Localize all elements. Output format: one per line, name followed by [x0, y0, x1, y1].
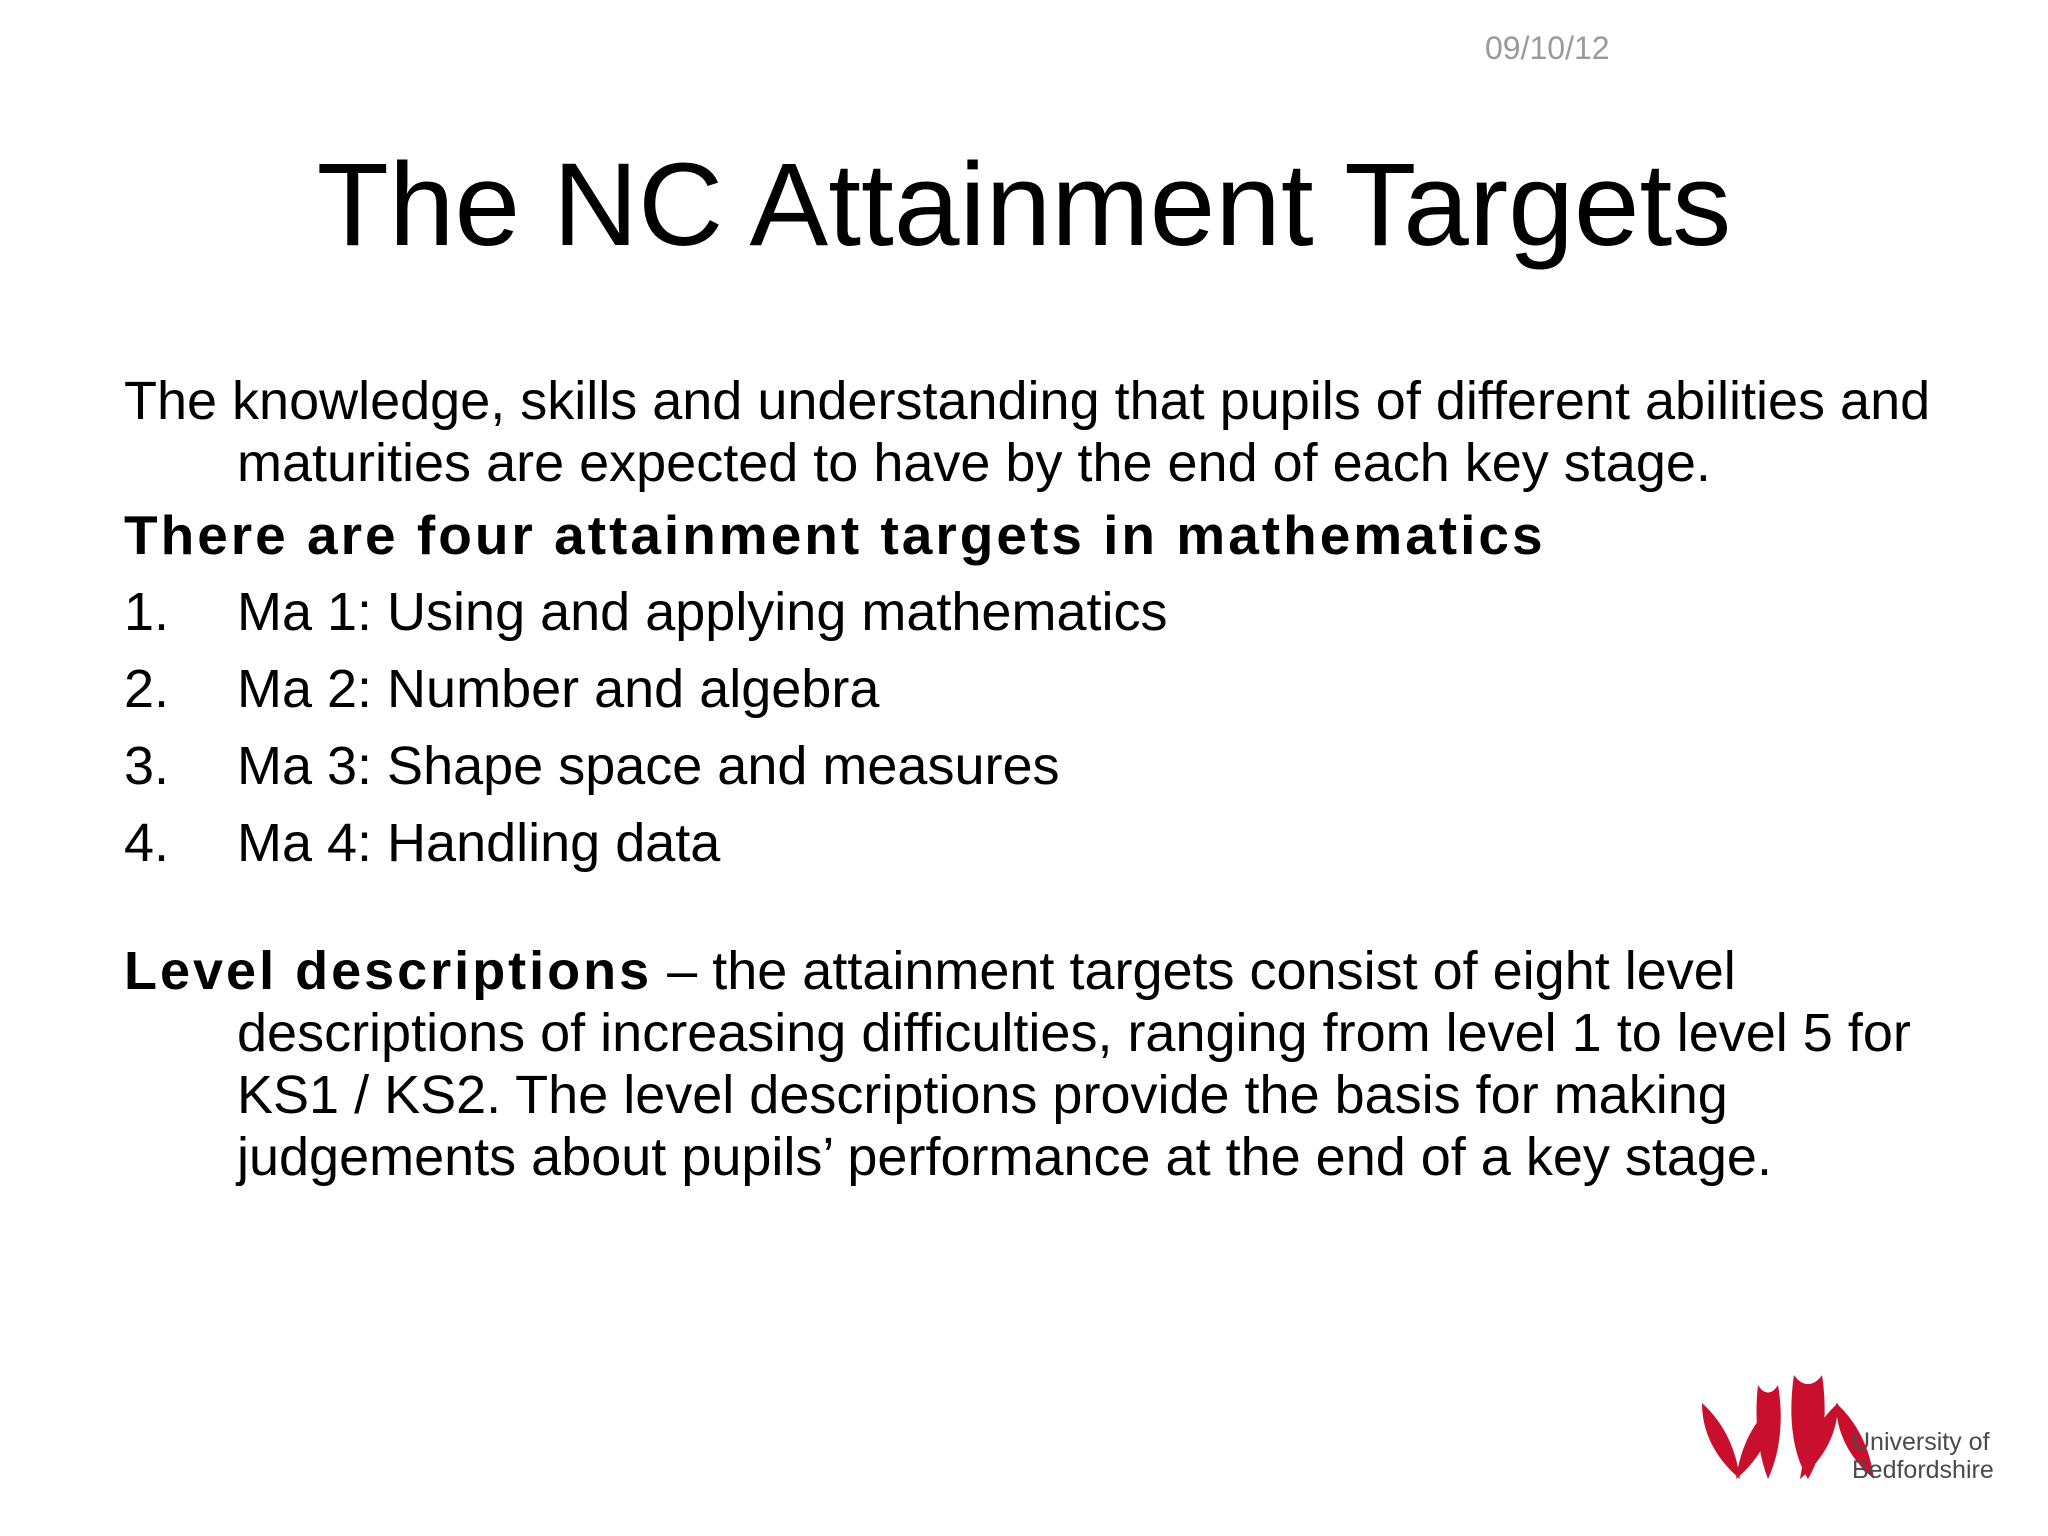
list-text: Ma 4: Handling data [237, 813, 721, 873]
targets-heading: There are four attainment targets in mathematics [124, 504, 1546, 566]
intro-paragraph: The knowledge, skills and understanding that pupils of different abilities and maturities are expected to have by the end of each key stage. [124, 371, 1931, 493]
list-text: Ma 2: Number and algebra [237, 659, 880, 719]
list-item [124, 805, 1964, 882]
targets-list [124, 574, 1964, 882]
level-descriptions-text: the attainment targets consist of eight level descriptions of increasing difficulties, ranging from level 1 to level 5 for KS1 / KS2. The level descriptions provide the basis for making judgements about pupils’ performance at the end of a key stage. [237, 941, 1911, 1187]
list-number: 2. [124, 659, 170, 719]
list-item [124, 728, 1964, 805]
slide-date: 09/10/12 [1485, 30, 1610, 66]
slide-title: The NC Attainment Targets [316, 139, 1732, 271]
level-dash: – [652, 941, 713, 1001]
list-number: 4. [124, 813, 170, 873]
list-text: Ma 1: Using and applying mathematics [237, 582, 1168, 642]
list-number: 1. [124, 582, 170, 642]
logo-text [1852, 1428, 1994, 1484]
logo-line-1: University of [1852, 1428, 1990, 1456]
logo-line-2: Bedfordshire [1852, 1456, 1994, 1484]
list-item [124, 574, 1964, 651]
slide-body [124, 370, 1964, 1188]
level-descriptions-label: Level descriptions [124, 941, 653, 1001]
list-number: 3. [124, 736, 170, 796]
list-item [124, 651, 1964, 728]
level-descriptions-paragraph [124, 940, 1964, 1188]
list-text: Ma 3: Shape space and measures [237, 736, 1060, 796]
